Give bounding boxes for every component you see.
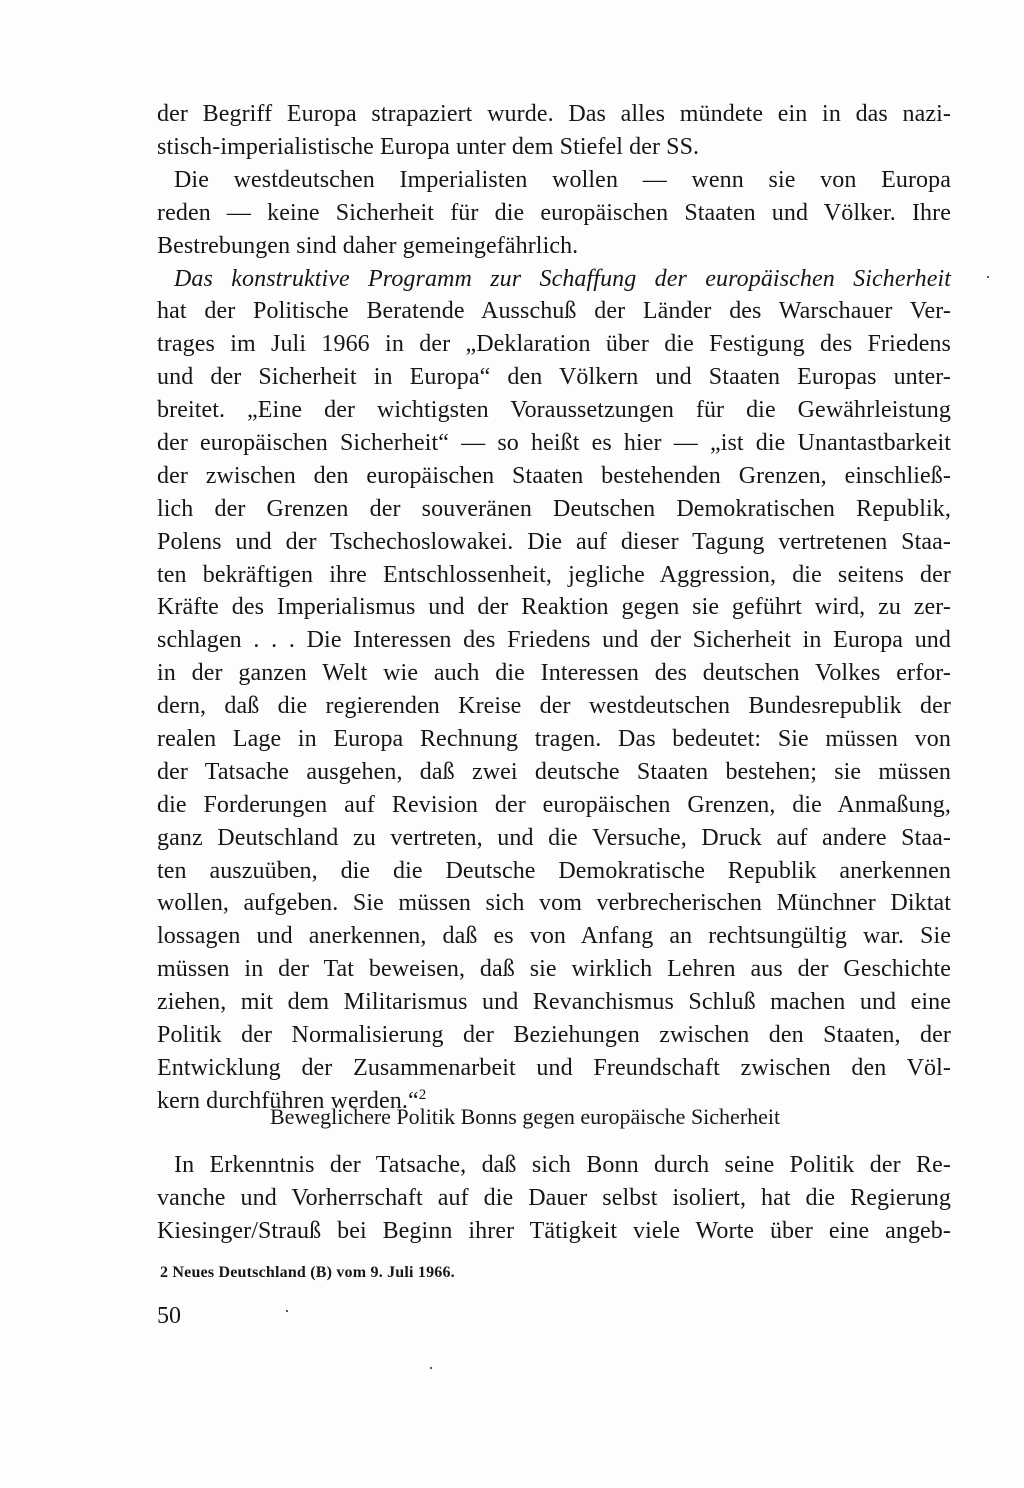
scan-speck bbox=[286, 1310, 288, 1312]
text-line: Die westdeutschen Imperialisten wollen — wenn sie von Europa bbox=[174, 166, 951, 193]
text-line: Kräfte des Imperialismus und der Reaktion gegen sie geführt wird, zu zer- bbox=[157, 594, 951, 621]
text-line: der europäischen Sicherheit“ — so heißt es hier — „ist die Unantastbarkeit bbox=[157, 429, 951, 456]
paragraph-europa-begriff bbox=[157, 98, 951, 262]
text-line: Entwicklung der Zusammenarbeit und Freundschaft zwischen den Völ- bbox=[157, 1054, 951, 1081]
text-line: Polens und der Tschechoslowakei. Die auf dieser Tagung vertretenen Staa- bbox=[157, 528, 951, 555]
text-line: der Tatsache ausgehen, daß zwei deutsche Staaten bestehen; sie müssen bbox=[157, 758, 951, 785]
text-line: schlagen . . . Die Interessen des Friedens und der Sicherheit in Europa und bbox=[157, 627, 951, 654]
text-line: Bestrebungen sind daher gemeingefährlich. bbox=[157, 232, 579, 259]
text-line: Politik der Normalisierung der Beziehungen zwischen den Staaten, der bbox=[157, 1021, 951, 1048]
text-line: hat der Politische Beratende Ausschuß der Länder des Warschauer Ver- bbox=[157, 298, 951, 325]
text-line: dern, daß die regierenden Kreise der westdeutschen Bundesrepublik der bbox=[157, 693, 951, 720]
scan-speck bbox=[430, 1367, 432, 1369]
text-line: stisch-imperialistische Europa unter dem Stiefel der SS. bbox=[157, 133, 700, 160]
page-number: 50 bbox=[157, 1303, 181, 1329]
text-line: lich der Grenzen der souveränen Deutschen Demokratischen Republik, bbox=[157, 495, 951, 522]
scan-speck bbox=[987, 276, 989, 278]
text-line: lossagen und anerkennen, daß es von Anfang an rechtsungültig war. Sie bbox=[157, 923, 951, 950]
text-line: trages im Juli 1966 in der „Deklaration über die Festigung des Friedens bbox=[157, 331, 951, 358]
text-line: ganz Deutschland zu vertreten, und die Versuche, Druck auf andere Staa- bbox=[157, 824, 951, 851]
text-line: vanche und Vorherrschaft auf die Dauer selbst isoliert, hat die Regierung bbox=[157, 1184, 951, 1211]
text-line: der Begriff Europa strapaziert wurde. Das alles mündete ein in das nazi- bbox=[157, 101, 951, 127]
text-line: Kiesinger/Strauß bei Beginn ihrer Tätigkeit viele Worte über eine angeb- bbox=[157, 1217, 951, 1244]
footnote: 2 Neues Deutschland (B) vom 9. Juli 1966. bbox=[160, 1264, 455, 1281]
text-line: In Erkenntnis der Tatsache, daß sich Bonn durch seine Politik der Re- bbox=[174, 1152, 951, 1178]
text-line: reden — keine Sicherheit für die europäischen Staaten und Völker. Ihre bbox=[157, 199, 951, 226]
text-line: wollen, aufgeben. Sie müssen sich vom verbrecherischen Münchner Diktat bbox=[157, 890, 951, 917]
text-line: ten bekräftigen ihre Entschlossenheit, jegliche Aggression, die seitens der bbox=[157, 561, 951, 588]
text-line: ten auszuüben, die die Deutsche Demokratische Republik anerkennen bbox=[157, 857, 951, 884]
text-line: und der Sicherheit in Europa“ den Völkern und Staaten Europas unter- bbox=[157, 364, 951, 391]
text-line: realen Lage in Europa Rechnung tragen. Das bedeutet: Sie müssen von bbox=[157, 725, 951, 752]
text-line: die Forderungen auf Revision der europäischen Grenzen, die Anmaßung, bbox=[157, 791, 951, 818]
text-fragment: kern durchführen werden.“ bbox=[157, 1087, 419, 1114]
italic-text-line: Das konstruktive Programm zur Schaffung der europäischen Sicherheit bbox=[174, 265, 951, 292]
text-line: in der ganzen Welt wie auch die Interessen des deutschen Volkes erfor- bbox=[157, 660, 951, 687]
section-heading: Beweglichere Politik Bonns gegen europäische Sicherheit bbox=[270, 1104, 781, 1129]
paragraph-konstruktives-programm bbox=[157, 263, 951, 1118]
text-line: ziehen, mit dem Militarismus und Revanchismus Schluß machen und eine bbox=[157, 989, 951, 1016]
footnote-reference[interactable]: 2 bbox=[418, 1086, 427, 1103]
paragraph-erkenntnis bbox=[157, 1149, 951, 1248]
text-line: der zwischen den europäischen Staaten bestehenden Grenzen, einschließ- bbox=[157, 462, 951, 489]
text-line: breitet. „Eine der wichtigsten Voraussetzungen für die Gewährleistung bbox=[157, 397, 951, 424]
text-line: müssen in der Tat beweisen, daß sie wirklich Lehren aus der Geschichte bbox=[157, 956, 951, 983]
